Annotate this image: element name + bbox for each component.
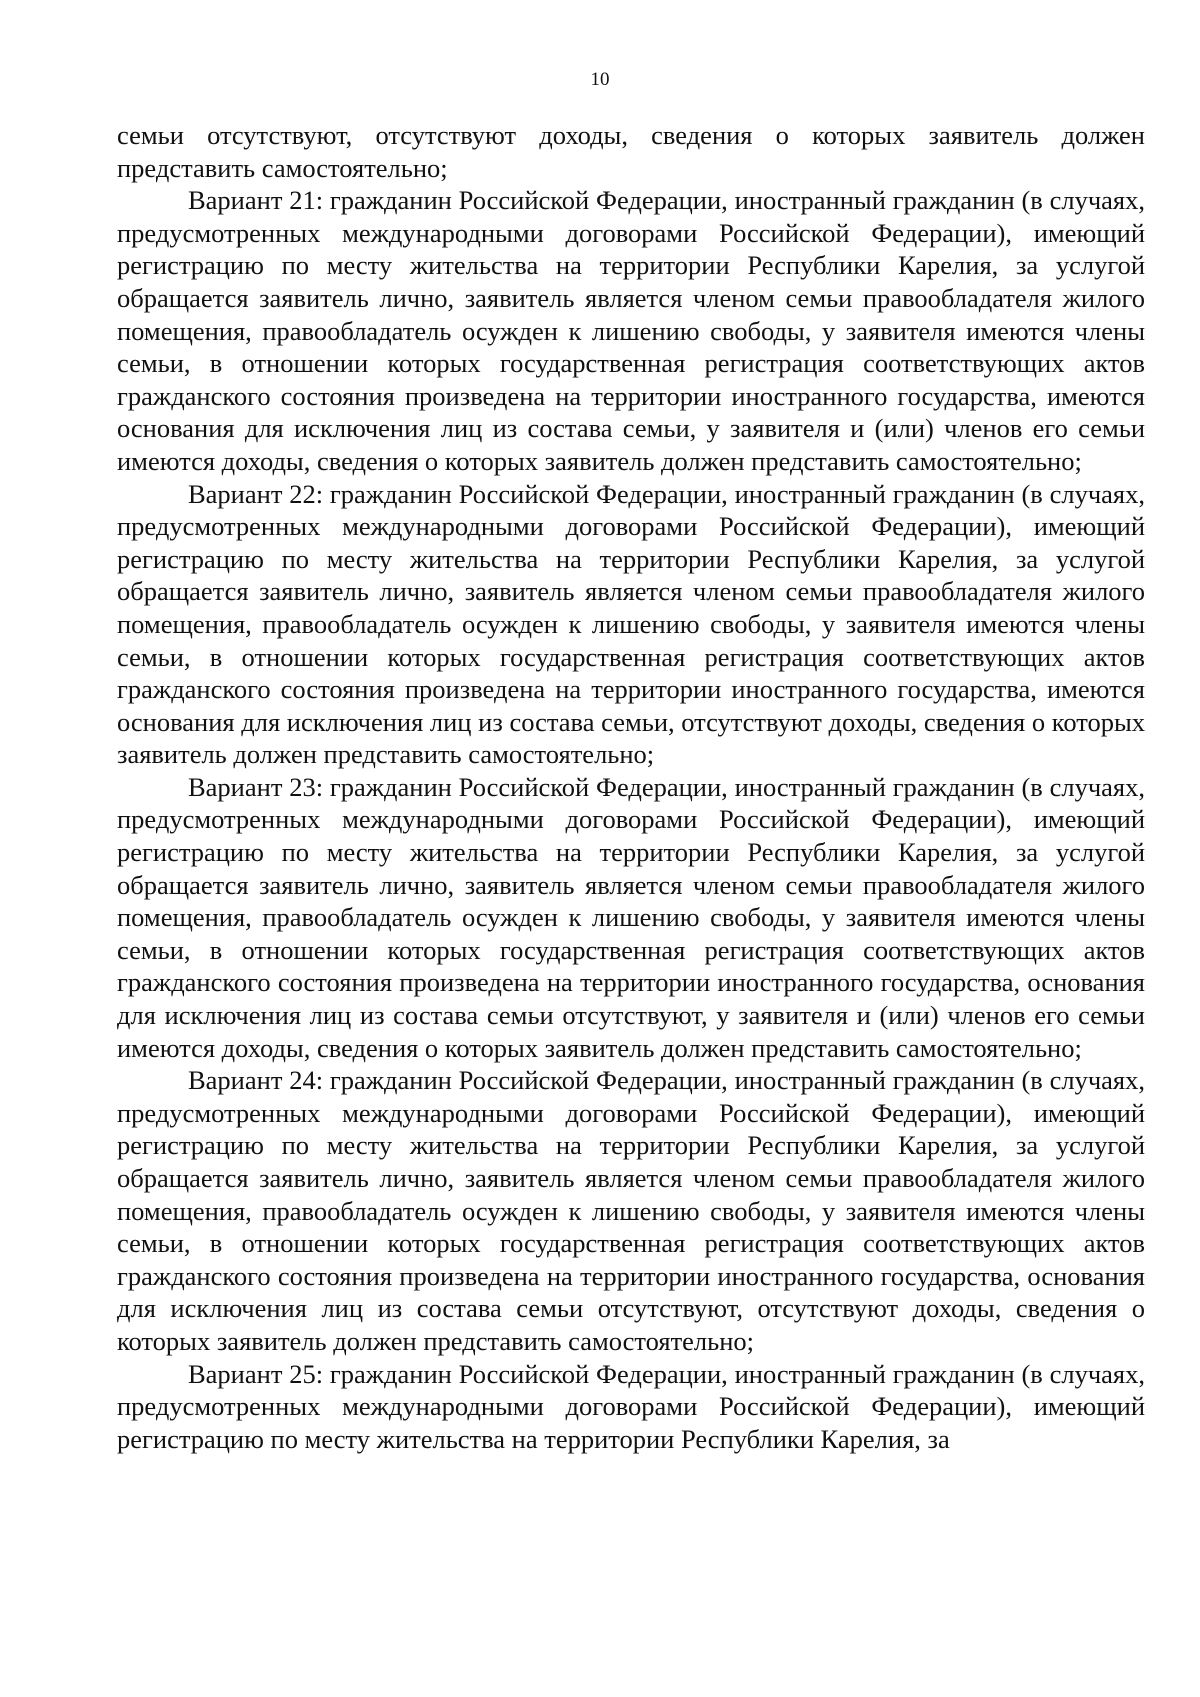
paragraph-variant-22: Вариант 22: гражданин Российской Федерации, иностранный гражданин (в случаях, предусмотренных международными договорами Российской Федерации), имеющий регистрацию по месту жительства на территории Республики Карелия, за услугой обращается заявитель лично, заявитель является членом семьи правообладателя жилого помещения, правообладатель осужден к лишению свободы, у заявителя имеются члены семьи, в отношении которых государственная регистрация соответствующих актов гражданского состояния произведена на территории иностранного государства, имеются основания для исключения лиц из состава семьи, отсутствуют доходы, сведения о которых заявитель должен представить самостоятельно;	[117, 478, 1145, 770]
document-body	[117, 119, 1145, 1455]
paragraph-variant-23: Вариант 23: гражданин Российской Федерации, иностранный гражданин (в случаях, предусмотренных международными договорами Российской Федерации), имеющий регистрацию по месту жительства на территории Республики Карелия, за услугой обращается заявитель лично, заявитель является членом семьи правообладателя жилого помещения, правообладатель осужден к лишению свободы, у заявителя имеются члены семьи, в отношении которых государственная регистрация соответствующих актов гражданского состояния произведена на территории иностранного государства, основания для исключения лиц из состава семьи отсутствуют, у заявителя и (или) членов его семьи имеются доходы, сведения о которых заявитель должен представить самостоятельно;	[117, 771, 1145, 1063]
page-number: 10	[590, 69, 610, 90]
paragraph-continuation: семьи отсутствуют, отсутствуют доходы, сведения о которых заявитель должен представить самостоятельно;	[117, 120, 1145, 183]
paragraph-variant-25: Вариант 25: гражданин Российской Федерации, иностранный гражданин (в случаях, предусмотренных международными договорами Российской Федерации), имеющий регистрацию по месту жительства на территории Республики Карелия, за	[117, 1358, 1145, 1454]
paragraph-variant-24: Вариант 24: гражданин Российской Федерации, иностранный гражданин (в случаях, предусмотренных международными договорами Российской Федерации), имеющий регистрацию по месту жительства на территории Республики Карелия, за услугой обращается заявитель лично, заявитель является членом семьи правообладателя жилого помещения, правообладатель осужден к лишению свободы, у заявителя имеются члены семьи, в отношении которых государственная регистрация соответствующих актов гражданского состояния произведена на территории иностранного государства, основания для исключения лиц из состава семьи отсутствуют, отсутствуют доходы, сведения о которых заявитель должен представить самостоятельно;	[117, 1065, 1145, 1356]
paragraph-variant-21: Вариант 21: гражданин Российской Федерации, иностранный гражданин (в случаях, предусмотренных международными договорами Российской Федерации), имеющий регистрацию по месту жительства на территории Республики Карелия, за услугой обращается заявитель лично, заявитель является членом семьи правообладателя жилого помещения, правообладатель осужден к лишению свободы, у заявителя имеются члены семьи, в отношении которых государственная регистрация соответствующих актов гражданского состояния произведена на территории иностранного государства, имеются основания для исключения лиц из состава семьи, у заявителя и (или) членов его семьи имеются доходы, сведения о которых заявитель должен представить самостоятельно;	[117, 185, 1145, 476]
